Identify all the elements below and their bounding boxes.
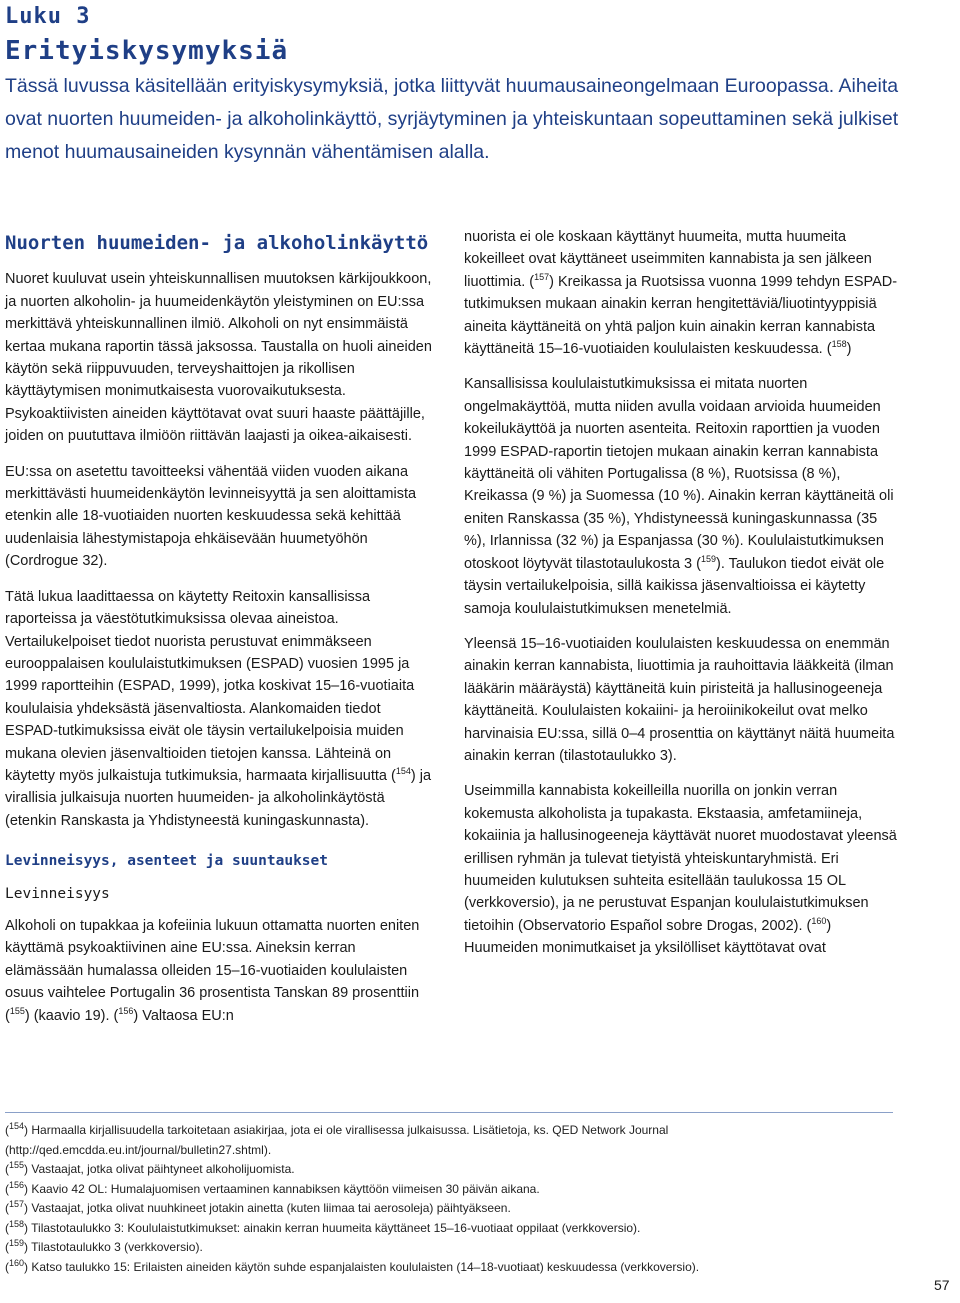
chapter-label: Luku 3 bbox=[5, 4, 91, 29]
paragraph: Yleensä 15–16-vuotiaiden koululaisten keskuudessa on enemmän ainakin kerran kannabista, liuottimia ja rauhoittavia lääkkeitä (ilman lääkärin määräystä) käyttäneitä kuin piristeitä ja hallusinogeeneja käyttäneitä. Koululaisten kokaiini- ja heroiinikokeilut ovat melko harvinaisia EU:ssa, sillä 0–4 prosenttia on käyttänyt näitä huumeita ainakin kerran (tilastotaulukko 3). bbox=[464, 635, 895, 764]
right-column bbox=[464, 226, 899, 973]
paragraph: Nuoret kuuluvat usein yhteiskunnallisen muutoksen kärkijoukkoon, ja nuorten alkoholin- ja huumeidenkäytön yleistyminen on EU:ssa merkittävä yhteiskunnallinen ilmiö. Alkoholi on nyt ensimmäistä kertaa mukana raportin tässä jaksossa. Taustalla on huoli aineiden käytön sekä riippuvuuden, terveyshaittojen ja rikollisen käyttäytymisen monimutkaisesta vuorovaikutuksesta. Psykoaktiivisten aineiden käyttötavat ovat suuri haaste päättäjille, joiden on puututtava ilmiöön riittävän laajasti ja oikea-aikaisesti. bbox=[5, 271, 432, 445]
paragraph: Kansallisissa koululaistutkimuksissa ei mitata nuorten ongelmakäyttöä, mutta niiden avulla voidaan arvioida huumeiden kokeilukäyttöä ja nuorten asenteita. Reitoxin raporttien ja vuoden 1999 ESPAD-raportin tietojen mukaan ainakin kerran kannabista käyttäneitä oli vähiten Portugalissa (8 %), Ruotsissa (8 %), Kreikassa (9 %) ja Suomessa (10 %). Ainakin kerran käyttäneitä oli eniten Ranskassa (35 %), Yhdistyneessä kuningaskunnassa (35 %), Irlannissa (32 %) ja Espanjassa (30 %). Koululaistutkimuksen otoskoot löytyvät tilastotaulukosta 3 ($^{159}$). Taulukon tiedot eivät ole täysin vertailukelpoisia, sillä kaikissa jäsenvaltioissa ei käytetty samoja koululaistutkimuksen menetelmiä. bbox=[464, 376, 894, 617]
footnote: ($^{158}$) Tilastotaulukko 3: Koululaistutkimukset: ainakin kerran huumeita käyttäneet 15–16-vuotiaat oppilaat (verkkoversio). bbox=[5, 1218, 641, 1235]
footnote: ($^{157}$) Vastaajat, jotka olivat nuuhkineet jotakin ainetta (kuten liimaa tai aerosoleja) päihtyäkseen. bbox=[5, 1199, 511, 1215]
paragraph: Tätä lukua laadittaessa on käytetty Reitoxin kansallisissa raporteissa ja väestötutkimuksissa olevaa aineistoa. Vertailukelpoiset tiedot nuorista perustuvat enimmäkseen eurooppalaisen koululaistutkimuksen (ESPAD) vuosien 1995 ja 1999 raportteihin (ESPAD, 1999), jotka koskivat 15–16-vuotiaita koululaisia yhdeksästä jäsenvaltiosta. Alankomaiden tiedot ESPAD-tutkimuksissa eivät ole täysin vertailukelpoisia muiden mukana olevien jäsenvaltioiden tietojen kanssa. Lähteinä on käytetty myös julkaistuja tutkimuksia, harmaata kirjallisuutta ($^{154}$) ja virallisia julkaisuja nuorten huumeiden- ja alkoholinkäytöstä (etenkin Ranskasta ja Yhdistyneestä kuningaskunnasta). bbox=[5, 588, 432, 829]
footnote: ($^{154}$) Harmaalla kirjallisuudella tarkoitetaan asiakirjaa, jota ei ole virallisessa julkaisussa. Lisätietoja, ks. QED Network Journal (http://qed.emcdda.eu.int/journal/bulletin27.shtml). bbox=[5, 1121, 669, 1157]
subsection-heading: Levinneisyys, asenteet ja suuntaukset bbox=[5, 853, 329, 870]
footnote: ($^{155}$) Vastaajat, jotka olivat päihtyneet alkoholijuomista. bbox=[5, 1160, 295, 1176]
footnote: ($^{159}$) Tilastotaulukko 3 (verkkoversio). bbox=[5, 1238, 203, 1254]
footnotes bbox=[5, 1121, 905, 1277]
page-number: 57 bbox=[934, 1277, 950, 1293]
paragraph: Useimmilla kannabista kokeilleilla nuorilla on jonkin verran kokemusta alkoholista ja tupakasta. Ekstaasia, amfetamiineja, kokaiinia ja hallusinogeeneja käyttävät nuoret muodostavat yleensä erillisen ryhmän ja tulevat tietyistä yhteiskuntaryhmistä. Eri huumeiden kulutuksen suhteita esitellään taulukossa 15 OL (verkkoversio), ja ne perustuvat Espanjan koululaistutkimuksen tietoihin (Observatorio Español sobre Drogas, 2002). ($^{160}$) Huumeiden monimutkaiset ja yksilölliset käyttötavat ovat bbox=[464, 783, 897, 957]
footnote: ($^{160}$) Katso taulukko 15: Erilaisten aineiden käytön suhde espanjalaisten koululaisten (14–18-vuotiaat) keskuudessa (verkkoversio). bbox=[5, 1257, 700, 1274]
footnote-ref[interactable]: 156 bbox=[118, 1005, 134, 1016]
subsubsection-heading: Levinneisyys bbox=[5, 885, 110, 902]
footnote-ref[interactable]: 160 bbox=[811, 915, 827, 926]
footnote-ref[interactable]: 157 bbox=[534, 271, 550, 282]
footnote: ($^{156}$) Kaavio 42 OL: Humalajuomisen vertaaminen kannabiksen käyttöön viimeisen 30 päivän aikana. bbox=[5, 1179, 540, 1196]
chapter-title: Erityiskysymyksiä bbox=[5, 36, 289, 66]
paragraph: nuorista ei ole koskaan käyttänyt huumeita, mutta huumeita kokeilleet ovat käyttäneet useimmiten kannabista ja sen jälkeen liuottimia. ($^{157}$) Kreikassa ja Ruotsissa vuonna 1999 tehdyn ESPAD-tutkimuksen mukaan ainakin kerran hengitettäviä/liuotintyyppisiä aineita käyttäneitä on yhtä paljon kuin ainakin kerran kannabista käyttäneitä 15–16-vuotiaiden koululaisten keskuudessa. ($^{158}$) bbox=[464, 229, 898, 358]
footnote-ref[interactable]: 158 bbox=[831, 339, 847, 350]
footnote-ref[interactable]: 154 bbox=[395, 766, 411, 777]
chapter-intro: Tässä luvussa käsitellään erityiskysymyksiä, jotka liittyvät huumausaineongelmaan Euroopassa. Aiheita ovat nuorten huumeiden- ja alkoholinkäyttö, syrjäytyminen ja yhteiskuntaan sopeuttaminen sekä julkiset menot huumausaineiden kysynnän vähentämisen alalla. bbox=[5, 75, 899, 163]
footnote-ref[interactable]: 159 bbox=[700, 553, 716, 564]
paragraph: Alkoholi on tupakkaa ja kofeiinia lukuun ottamatta nuorten eniten käyttämä psykoaktiivinen aine EU:ssa. Aineksin kerran elämässään humalassa olleiden 15–16-vuotiaiden koululaisten osuus vaihtelee Portugalin 36 prosentista Tanskan 89 prosenttiin ($^{155}$) (kaavio 19). ($^{156}$) Valtaosa EU:n bbox=[5, 917, 420, 1024]
left-column bbox=[5, 226, 435, 1040]
footnote-divider bbox=[5, 1112, 893, 1113]
paragraph: EU:ssa on asetettu tavoitteeksi vähentää viiden vuoden aikana merkittävästi huumeidenkäytön levinneisyyttä ja sen aloittamista etenkin alle 18-vuotiaiden nuorten keskuudessa sekä kehittää uudenlaisia lähestymistapoja ehkäisevään huumetyöhön (Cordrogue 32). bbox=[5, 463, 417, 570]
footnote-ref[interactable]: 155 bbox=[9, 1005, 25, 1016]
section-heading: Nuorten huumeiden- ja alkoholinkäyttö bbox=[5, 232, 429, 254]
